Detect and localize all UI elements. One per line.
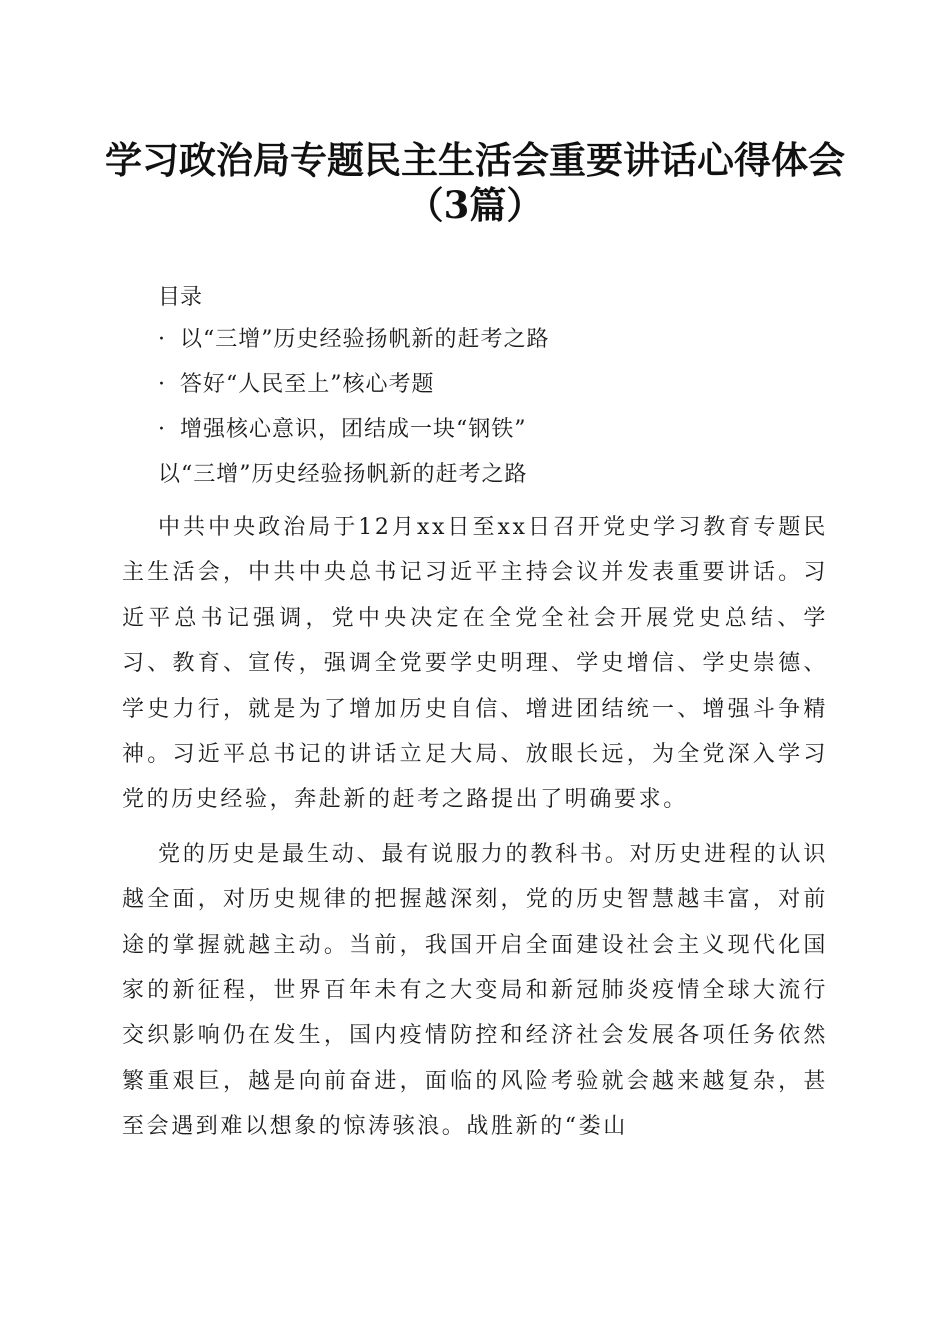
- toc-item-label: 以“三增”历史经验扬帆新的赶考之路: [180, 327, 550, 352]
- toc-item[interactable]: [158, 414, 550, 459]
- toc-heading: 目录: [158, 285, 203, 310]
- section-title: 以“三增”历史经验扬帆新的赶考之路: [158, 462, 528, 487]
- body-paragraph: 中共中央政治局于12月xx日至xx日召开党史学习教育专题民主生活会，中共中央总书记习近平主持会议并发表重要讲话。习近平总书记强调，党中央决定在全党全社会开展党史总结、学习、教育、宣传，强调全党要学史明理、学史增信、学史崇德、学史力行，就是为了增加历史自信、增进团结统一、增强斗争精神。习近平总书记的讲话立足大局、放眼长远，为全党深入学习党的历史经验，奔赴新的赶考之路提出了明确要求。: [122, 515, 828, 813]
- document-title-count: （3篇）: [406, 183, 544, 227]
- toc-item[interactable]: [158, 369, 550, 414]
- toc-list: [158, 324, 550, 459]
- toc-item-label: 答好“人民至上”核心考题: [180, 372, 435, 397]
- bullet-icon: ·: [158, 327, 166, 352]
- document-body: [122, 505, 828, 1150]
- document-title: 学习政治局专题民主生活会重要讲话心得体会: [105, 138, 845, 182]
- bullet-icon: ·: [158, 372, 166, 397]
- bullet-icon: ·: [158, 417, 166, 442]
- toc-item[interactable]: [158, 324, 550, 369]
- body-paragraph: 党的历史是最生动、最有说服力的教科书。对历史进程的认识越全面，对历史规律的把握越深刻，党的历史智慧越丰富，对前途的掌握就越主动。当前，我国开启全面建设社会主义现代化国家的新征程，世界百年未有之大变局和新冠肺炎疫情全球大流行交织影响仍在发生，国内疫情防控和经济社会发展各项任务依然繁重艰巨，越是向前奋进，面临的风险考验就会越来越复杂，甚至会遇到难以想象的惊涛骇浪。战胜新的“娄山: [122, 841, 828, 1140]
- toc-item-label: 增强核心意识，团结成一块“钢铁”: [180, 417, 527, 442]
